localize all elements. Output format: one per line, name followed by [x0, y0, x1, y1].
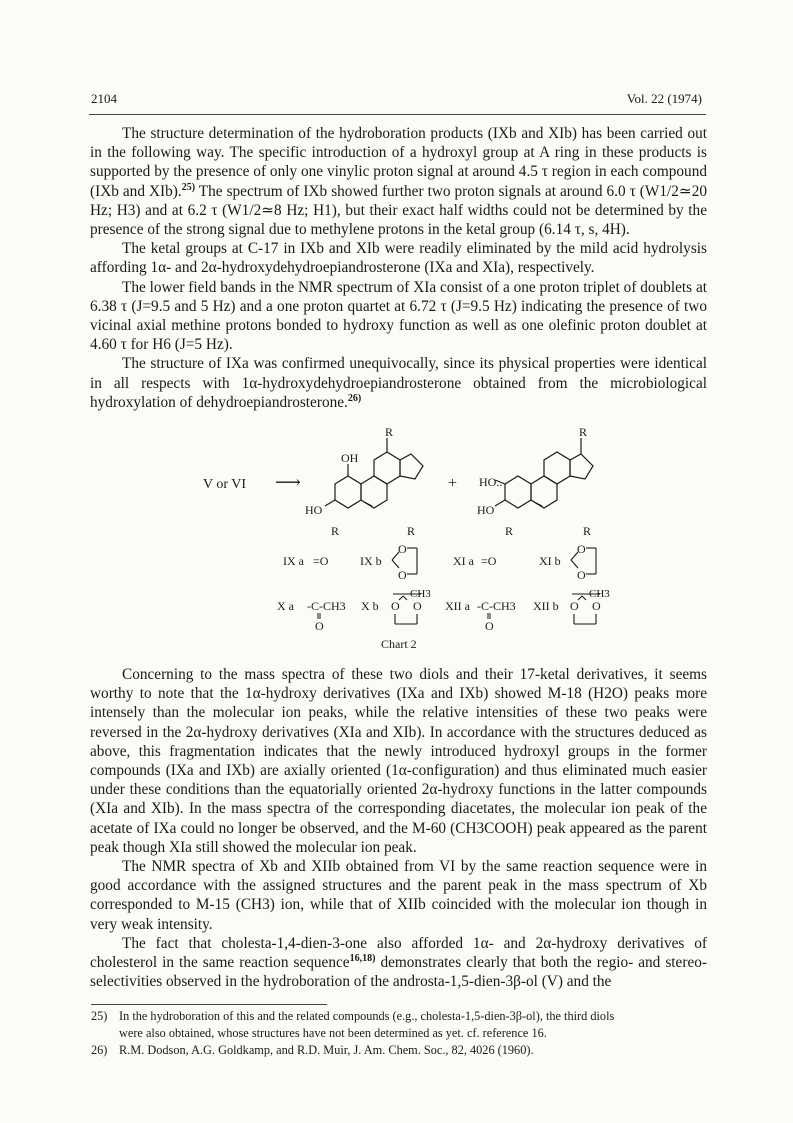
- chart-caption: Chart 2: [381, 637, 417, 651]
- r-header: R: [583, 524, 592, 538]
- header-rule: [89, 114, 706, 115]
- paragraph: The ketal groups at C-17 in IXb and XIb were readily eliminated by the mild acid hydrolysis affording 1α- and 2α-hydroxydehydroepiandrosterone (IXa and XIa), respectively.: [90, 240, 707, 277]
- ketal-o: O: [413, 599, 422, 613]
- footnote-26: 26) R.M. Dodson, A.G. Goldkamp, and R.D. Muir, J. Am. Chem. Soc., 82, 4026 (1960).: [91, 1043, 534, 1057]
- ketal-o: O: [398, 542, 407, 556]
- steroid-structure-2alpha: [495, 438, 593, 508]
- paragraph: The structure determination of the hydroboration products (IXb and XIb) has been carried out in the following way. The specific introduction of a hydroxyl group at A ring in these products is supported by the presence of only one vinylic proton signal at around 4.5 τ region in each compound (IXb and XIb).$^{25)}$ The spectrum of IXb showed further two proton signals at around 6.0 τ (W1/2≃20 Hz; H3) and at 6.2 τ (W1/2≃8 Hz; H1), but their exact half widths could not be determined by the presence of the strong signal due to methylene protons in the ketal group (6.14 τ, s, 4H).: [90, 125, 707, 239]
- compound-XIa: XI a: [453, 554, 474, 568]
- paragraph: Concerning to the mass spectra of these two diols and their 17-ketal derivatives, it seems worthy to note that the 1α-hydroxy derivatives (IXa and IXb) showed M-18 (H2O) peaks more intensely than the molecular ion peaks, while the relative intensities of these two peaks were reversed in the 2α-hydroxy derivatives (XIa and XIb). In accordance with the structures deduced as above, this fragmentation indicates that the newly introduced hydroxyl groups in the former compounds (IXa and IXb) are axially oriented (1α-configuration) and thus eliminated much easier under these conditions than the equatorially oriented 2α-hydroxy functions in the latter compounds (XIa and XIb). In the mass spectra of the corresponding diacetates, the molecular ion peak of the acetate of IXa could no longer be observed, and the M-60 (CH3COOH) peak appeared as the parent peak though XIa still showed the molecular ion peak.: [90, 666, 707, 856]
- carbonyl-o: O: [315, 619, 324, 633]
- r-header: R: [505, 524, 514, 538]
- compound-XIIb: XII b: [533, 599, 559, 613]
- body-text-top: [90, 124, 707, 412]
- methyl-label: CH3: [589, 588, 610, 600]
- paragraph: The structure of IXa was confirmed unequivocally, since its physical properties were identical in all respects with 1α-hydroxydehydroepiandrosterone obtained from the microbiological hydroxylation of dehydroepiandrosterone.$^{26)}$: [90, 355, 707, 411]
- journal-volume: Vol. 22 (1974): [626, 91, 702, 106]
- compound-XIIa: XII a: [445, 599, 470, 613]
- chemical-structure-chart: [195, 424, 635, 652]
- methyl-label: CH3: [410, 588, 431, 600]
- ho-label: HO: [477, 503, 495, 517]
- oxo-group: =O: [313, 554, 329, 568]
- paragraph: The NMR spectra of Xb and XIIb obtained from VI by the same reaction sequence were in good accordance with the assigned structures and the parent peak in the mass spectrum of Xb corresponded to M-15 (CH3) ion, while that of XIIb coincided with the molecular ion though in very weak intensity.: [90, 858, 707, 933]
- r-label: R: [385, 425, 394, 439]
- oxo-group: =O: [481, 554, 497, 568]
- ketal-o: O: [398, 568, 407, 582]
- reactant-label: V or VI: [203, 477, 247, 492]
- ketal-o: O: [577, 568, 586, 582]
- acetyl-group: -C-CH3: [307, 599, 346, 613]
- compound-IXa: IX a: [283, 554, 304, 568]
- steroid-structure-1alpha: [325, 438, 423, 508]
- page-number: 2104: [91, 91, 117, 106]
- reaction-arrow: ⟶: [275, 472, 301, 492]
- ketal-o: O: [570, 599, 579, 613]
- acetyl-group: -C-CH3: [477, 599, 516, 613]
- r-header: R: [331, 524, 340, 538]
- paragraph: The lower field bands in the NMR spectrum of XIa consist of a one proton triplet of doublets at 6.38 τ (J=9.5 and 5 Hz) and a one proton quartet at 6.72 τ (J=9.5 Hz) indicating the presence of two vicinal axial methine protons bonded to hydroxy function as well as one olefinic proton doublet at 4.60 τ for H6 (J=5 Hz).: [90, 278, 707, 354]
- paragraph: The fact that cholesta-1,4-dien-3-one also afforded 1α- and 2α-hydroxy derivatives of cholesterol in the same reaction sequence$^{16,18)}$ demonstrates clearly that both the regio- and stereo-selectivities observed in the hydroboration of the androsta-1,5-dien-3β-ol (V) and the: [90, 934, 707, 991]
- oh-label: OH: [341, 451, 359, 465]
- compound-Xa: X a: [277, 599, 294, 613]
- r-header: R: [407, 524, 416, 538]
- ho-axial-label: HO..: [479, 475, 503, 489]
- footnote-25: 25) In the hydroboration of this and the related compounds (e.g., cholesta-1,5-dien-3β-ol), the third diols were also obtained, whose structures have not been determined as yet. cf. reference 16.: [91, 1009, 615, 1040]
- body-text-bottom: [90, 665, 707, 991]
- ketal-o: O: [592, 599, 601, 613]
- plus-sign: +: [448, 475, 458, 492]
- r-label: R: [579, 425, 588, 439]
- ketal-o: O: [391, 599, 400, 613]
- carbonyl-o: O: [485, 619, 494, 633]
- footnote-rule: [91, 1004, 327, 1005]
- compound-XIb: XI b: [539, 554, 561, 568]
- ho-label: HO: [305, 503, 323, 517]
- compound-Xb: X b: [361, 599, 379, 613]
- ketal-o: O: [577, 542, 586, 556]
- compound-IXb: IX b: [360, 554, 382, 568]
